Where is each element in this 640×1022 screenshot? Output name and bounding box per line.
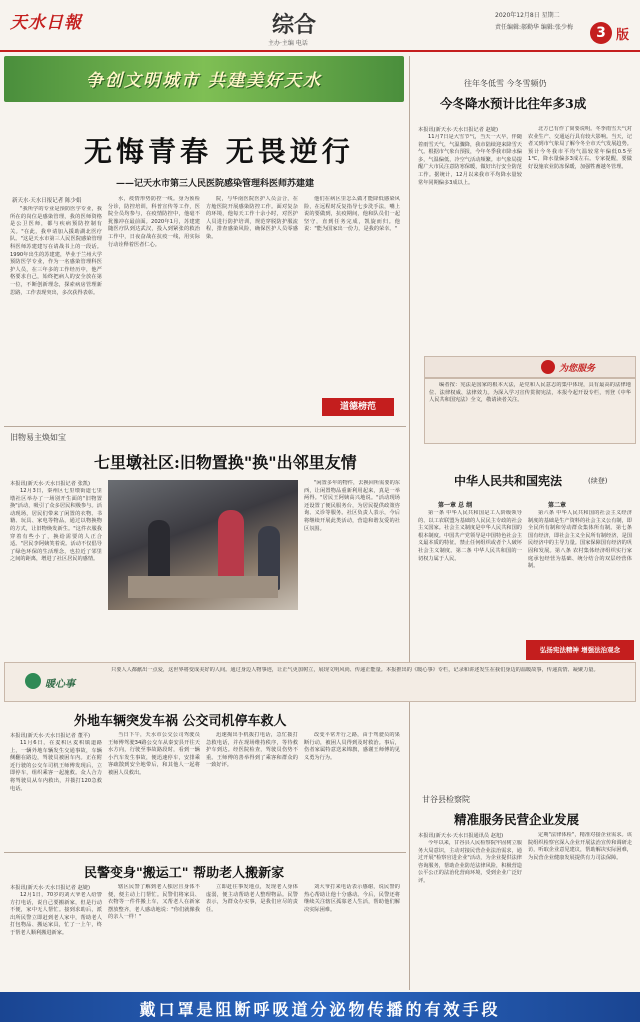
gangu-col-1 bbox=[418, 840, 522, 986]
rescue-col-1-text: 11月6日，在麦积区麦积镇道路上，一辆外地车辆发生交通事故，车辆侧翻在路边，驾驶员被困车内。正在附近行驶的公交车司机王师傅发现后，立即停车，组织乘客一起施救。众人合力将驾驶员从车内救出，并拨打120急救电话。 bbox=[10, 740, 102, 792]
gangu-col-1-text: 今年以来，甘谷县人民检察院牢固树立服务大局意识，主动对接民营企业法治需求，通过开展"检察官进企业"活动，为企业提供法律咨询服务，帮助企业防范法律风险，积极营造公平公正的法治化营商环境，受到企业广泛好评。 bbox=[418, 840, 522, 884]
police-article bbox=[4, 854, 406, 990]
feature-col-1 bbox=[10, 206, 102, 424]
footer-slogan: 戴口罩是阻断呼吸道分泌物传播的有效手段 bbox=[139, 1000, 501, 1019]
feature-col-2 bbox=[108, 196, 200, 424]
feature-byline: 新天水·天水日报记者 陈少娟 bbox=[12, 198, 82, 204]
police-col-1-text: 12月1日，70岁的刘大爷老人给警方打电话，说自己要搬新家，但是行动不便，家中无人帮忙。接到求助后，派出所民警立即赶到老人家中，帮助老人打包物品、搬运家具，忙了一上午，终于帮老人顺利搬进新家。 bbox=[10, 892, 102, 936]
rescue-col-3-text: 迅速掏出手机拨打电话，急忙拨打急救电话，并在现场维持秩序，等待救护车到达。经医院检查，驾驶员伤势不重。王师傅的善举得到了乘客和群众的一致好评。 bbox=[206, 732, 298, 769]
photo-table bbox=[128, 576, 278, 598]
constitution-col-2-text: 第六条 中华人民共和国的社会主义经济制度的基础是生产资料的社会主义公有制，即全民所有制和劳动群众集体所有制。第七条 国有经济，即社会主义全民所有制经济，是国民经济中的主导力量。国家保障国有经济的巩固和发展。第八条 农村集体经济组织实行家庭承包经营为基础、统分结合的双层经营体制。 bbox=[528, 510, 632, 570]
service-ad-label: 为您服务 bbox=[559, 364, 596, 374]
neighborhood-byline: 本报讯(新天水·天水日报记者 张凯) bbox=[10, 481, 90, 487]
photo-figure-a bbox=[148, 520, 170, 580]
constitution-slogan-text: 弘扬宪法精神 增强法治观念 bbox=[539, 646, 621, 654]
rule-vertical-center bbox=[409, 56, 410, 662]
feature-subhead: ——记天水市第三人民医院感染管理科医师苏建建 bbox=[116, 179, 315, 189]
rescue-col-4 bbox=[304, 732, 400, 844]
rescue-col-2-text: 当日下午，天水市公交公司驾驶员王师傅驾驶34路公交车从秦安县开往天水方向，行驶至事故路段时，看到一辆小汽车发生事故，便迅速停车，安排乘客疏散到安全地带后，和其他人一起将被困人员救出。 bbox=[108, 732, 200, 776]
neighborhood-kicker: 旧物易主焕如宝 bbox=[10, 433, 66, 442]
gangu-kicker: 甘谷县检察院 bbox=[422, 795, 470, 804]
rule-feature-bottom bbox=[4, 426, 406, 427]
neighborhood-col-2 bbox=[304, 480, 400, 654]
rescue-col-2 bbox=[108, 732, 200, 844]
warm-heart-note-text: 只要人人都献出一点爱，这世界将变成美好的人间。通过身边人物事迹，让正气更加树立，展现文明风尚、传递正能量。本报推出的《暖心事》专栏，记录和讲述发生在我们身边的温暖故事，传递真情、凝聚力量。 bbox=[111, 667, 599, 673]
constitution-headline: 中华人民共和国宪法 bbox=[454, 474, 563, 488]
constitution-note-text: 编者按：宪法是国家的根本大法，是党和人民意志的集中体现，具有最高的法律地位、法律权威、法律效力。为深入学习宣传贯彻宪法，本报今起开设专栏，刊登《中华人民共和国宪法》全文，敬请读者关注。 bbox=[429, 382, 631, 404]
warm-heart-icon bbox=[25, 673, 41, 689]
masthead bbox=[0, 0, 640, 50]
constitution-col-2 bbox=[528, 510, 632, 632]
constitution-note bbox=[424, 378, 636, 444]
neighborhood-body: 12月3日，秦州区七里墩街道七里墩社区举办了一场别开生面的"旧物置换"活动，吸引了众多居民积极参与。活动现场，居民们带来了闲置的衣物、书籍、玩具、家电等物品，通过以物换物的方式，让旧物焕发新生。"这件衣服我穿着有些小了，换给需要的人正合适。"居民李阿姨笑着说。活动不仅倡导了绿色环保的生活理念，也拉近了邻里之间的距离，增进了社区居民的感情。 bbox=[10, 488, 102, 563]
police-col-3-text: 立即赶往事发地点，发现老人身体虚弱，便主动帮助老人整理物品。民警表示，为群众办实事，是我们应尽的责任。 bbox=[206, 884, 298, 913]
feature-article bbox=[4, 104, 406, 424]
police-byline: 本报讯(新天水·天水日报记者 赵婕) bbox=[10, 885, 90, 891]
rescue-headline: 外地车辆突发车祸 公交司机停车救人 bbox=[74, 714, 287, 729]
police-col-3 bbox=[206, 884, 298, 986]
feature-col-2-text: 水，疫情形势防控一线。身为预检分诊，防控培训，科普宣传等工作，医院全员均参与，在疫情防控中，他毫不犹豫冲在最前面。2020年1月，苏建建随医疗队到达武汉，投入到紧张的救治工作中，日夜奋战在抗疫一线，用实际行动诠释着医者仁心。 bbox=[108, 196, 200, 248]
page-number: 3 bbox=[596, 25, 606, 41]
civic-banner bbox=[4, 56, 404, 102]
neighborhood-col-1 bbox=[10, 488, 102, 654]
page-number-badge bbox=[590, 22, 612, 44]
rescue-article bbox=[4, 702, 406, 852]
rescue-col-3 bbox=[206, 732, 298, 844]
rescue-byline: 本报讯(新天水·天水日报记者 董平) bbox=[10, 733, 90, 739]
gangu-headline: 精准服务民营企业发展 bbox=[454, 812, 580, 827]
constitution-sub: (续登) bbox=[588, 477, 608, 485]
constitution-col-1 bbox=[418, 510, 522, 632]
feature-col-3-text: 院，与华南医院医护人员会合，在方舱医院开展感染防控工作。面对复杂的环境，他每天工作十余小时，对医护人员进行防护培训，规范穿脱防护服流程，排查感染风险，确保医护人员零感染。 bbox=[206, 196, 298, 240]
weather-article bbox=[414, 56, 636, 356]
gangu-col-2 bbox=[528, 832, 632, 986]
gangu-byline: 本报讯(新天水·天水日报通讯员 赵旭) bbox=[418, 833, 504, 839]
neighborhood-headline: 七里墩社区:旧物置换"换"出邻里友情 bbox=[94, 453, 357, 472]
page-label: 版 bbox=[616, 28, 630, 43]
newspaper-logo: 天水日報 bbox=[10, 13, 82, 33]
police-col-4-text: 刘大爷打来电话表示感谢，说民警的热心帮助让他十分感动。今后，民警还将继续关注辖区孤寡老人生活，帮助他们解决实际困难。 bbox=[304, 884, 400, 913]
feature-col-4-text: 他们在病区里怎么做才能降低感染风险，在远程时反复指导七步洗手法，嘴上说的要做到，抗疫期间，他和队员们一起坚守，直到任务完成，凯旋而归。他说："能为国家出一份力，是我的荣幸。" bbox=[304, 196, 400, 233]
constitution-note-body bbox=[429, 382, 631, 440]
weather-headline: 今冬降水预计比往年多3成 bbox=[440, 96, 587, 111]
rescue-col-4-text: 改变平常开行之路，由于驾驶员的果断行动，被困人员得到及时救治。事后，伤者家属特意送来锦旗，感谢王师傅的见义勇为行为。 bbox=[304, 732, 400, 761]
editors-credit: 责任编辑:郝勤华 编辑:张少梅 bbox=[495, 24, 573, 31]
weather-col-2 bbox=[528, 126, 632, 348]
neighborhood-body-2: "闲置多年的物件，去换回所需要的东西，让闲置物品重新利用起来，真是一举两得。"居民王阿姨高兴地说。"活动现场还设置了便民服务台，为居民提供政策咨询、义诊等服务。社区负责人表示，今后将继续开展此类活动，营造和谐友爱的社区氛围。 bbox=[304, 480, 400, 532]
feature-headline: 无悔青春 无畏逆行 bbox=[84, 135, 354, 168]
service-ad-icon bbox=[541, 360, 555, 374]
warm-heart-note bbox=[101, 667, 627, 697]
feature-stamp-text: 道德榜范 bbox=[339, 402, 376, 412]
weather-byline: 本报讯(新天水·天水日报记者 赵婕) bbox=[418, 127, 498, 133]
feature-col-4 bbox=[304, 196, 400, 392]
weather-kicker: 往年冬低雪 今冬雪频仍 bbox=[464, 79, 547, 88]
weather-col-1 bbox=[418, 134, 522, 348]
rule-vertical-lower bbox=[409, 702, 410, 990]
warm-heart-box bbox=[4, 662, 636, 702]
police-col-2 bbox=[108, 884, 200, 986]
police-col-2-text: 辖区民警了解到老人独居且身体不便，便主动上门帮忙。民警们将家具、衣物等一件件搬上车，又帮老人在新家摆放整齐，老人感动地说："你们就像我的亲人一样！" bbox=[108, 884, 200, 921]
service-ad-box bbox=[424, 356, 636, 378]
header-rule bbox=[0, 50, 640, 52]
feature-col-3 bbox=[206, 196, 298, 424]
constitution-col1-title: 第一章 总 纲 bbox=[438, 502, 473, 509]
neighborhood-photo bbox=[108, 480, 298, 610]
rescue-col-1 bbox=[10, 740, 102, 844]
police-col-4 bbox=[304, 884, 400, 986]
police-headline: 民警变身"搬运工" 帮助老人搬新家 bbox=[84, 866, 285, 881]
neighborhood-article bbox=[4, 428, 406, 658]
feature-stamp bbox=[322, 398, 394, 416]
weather-col-2-text: 北方已有作了简要说明。冬季雨雪天气对农业生产、交通运行具有较大影响。当天，记者又到市气象局了解今冬全市天气发展趋势。预计今冬我市平均气温较常年偏低0.5至1℃，降水量偏多3成左右。专家提醒，要做好设施农业防冻保暖，加强牲畜越冬管理。 bbox=[528, 126, 632, 170]
section-subtitle: 主办·主编 电话 bbox=[268, 40, 308, 47]
weather-col-1-text: 11月7日是大雪节气，当天一大早，伴随着雨雪天气，气温骤降，我市陆续迎来降雪天气。根据市气象台预报，今年冬季我市降水偏多，气温偏低，冷空气活动频繁。市气象局提醒广大市民注意防寒保暖，做好出行安全防范工作。据统计，12月以来我市平均降水量较常年同期偏多3成以上。 bbox=[418, 134, 522, 186]
rule-rescue-bottom bbox=[4, 852, 406, 853]
gangu-article bbox=[414, 790, 636, 990]
gangu-col-2-text: 定期"法律体检"，精准对接企业需求。该院组织检察官深入企业开展法治宣传和调研走访，听取企业意见建议，帮助解决实际困难，为民营企业健康发展提供有力司法保障。 bbox=[528, 832, 632, 861]
constitution-slogan bbox=[526, 640, 634, 660]
warm-heart-label: 暖心事 bbox=[45, 679, 75, 690]
constitution-col-1-text: 第一条 中华人民共和国是工人阶级领导的、以工农联盟为基础的人民民主专政的社会主义国家。社会主义制度是中华人民共和国的根本制度。中国共产党领导是中国特色社会主义最本质的特征。禁止任何组织或者个人破坏社会主义制度。第二条 中华人民共和国的一切权力属于人民。 bbox=[418, 510, 522, 562]
issue-date: 2020年12月8日 星期二 bbox=[495, 12, 560, 19]
constitution-article bbox=[414, 444, 636, 664]
constitution-col2-title: 第二章 bbox=[548, 502, 567, 509]
section-title: 综合 bbox=[272, 12, 317, 38]
police-col-1 bbox=[10, 892, 102, 986]
footer-banner bbox=[0, 992, 640, 1022]
banner-slogan: 争创文明城市 共建美好天水 bbox=[86, 71, 322, 91]
feature-col-1-text: "我所学的专业是预防医学专业，我所在的岗位是感染管理，我的医师资格是公卫医师，都与疾病预防控制有关。"在此，我申请加入援助湖北医疗队。"这是天水市第三人民医院感染管理科医师苏建建写在请战书上的一段话。1990年出生的苏建建，毕业于兰州大学预防医学专业，作为一名感染管理科医护人员，在三年多的工作经历中，他严格要求自己，始终把病人的安全放在第一位，不断创新理念，探索病房管理新思路，工作表现突出，多次获得表彰。 bbox=[10, 206, 102, 296]
